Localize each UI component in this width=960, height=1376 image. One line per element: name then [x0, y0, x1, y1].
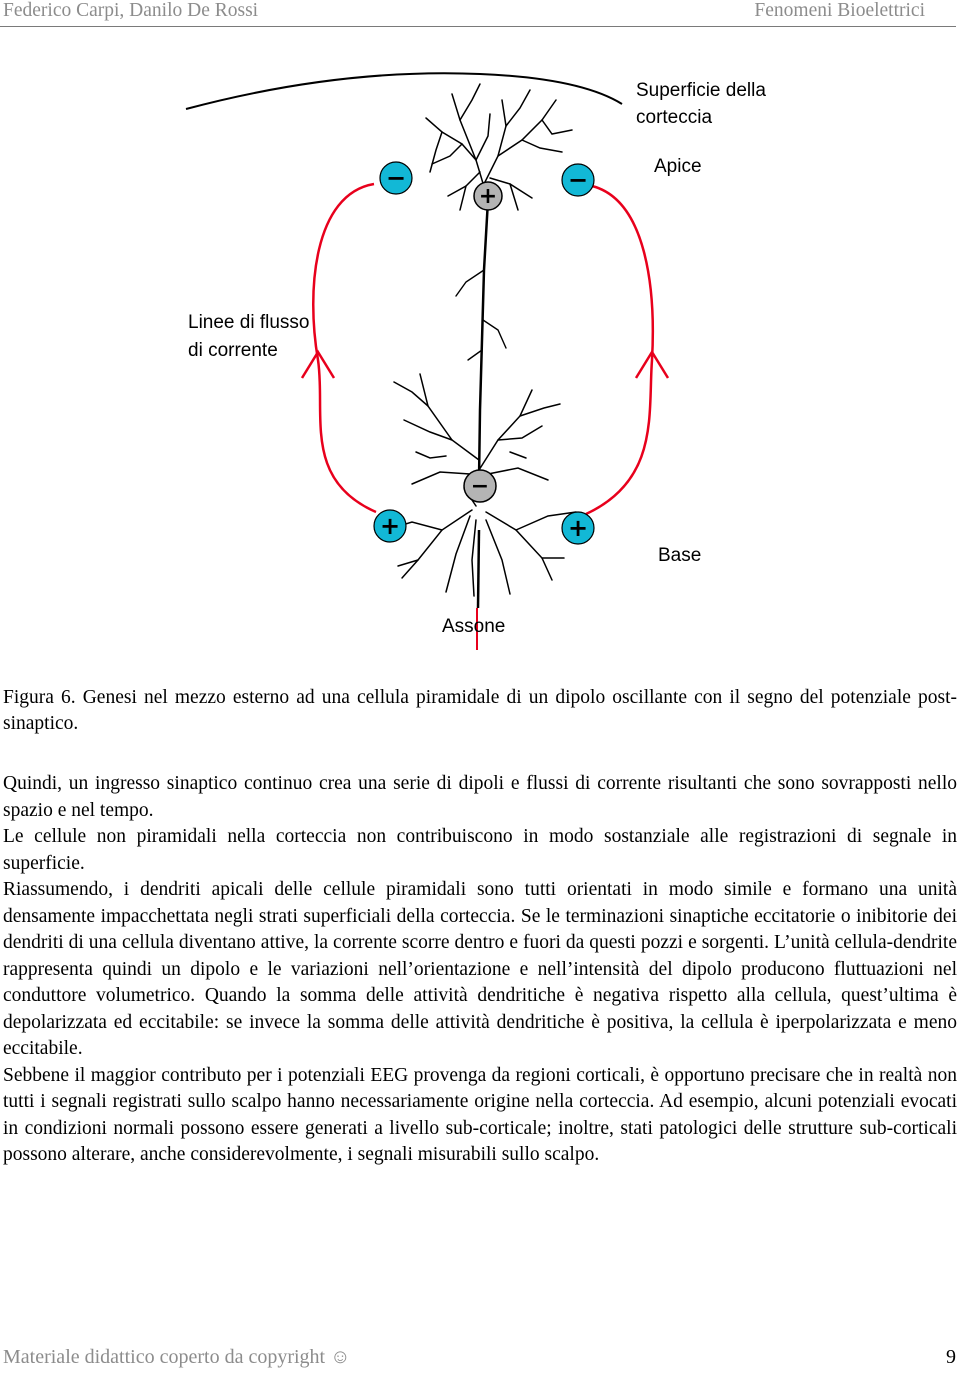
footer-copyright: Materiale didattico coperto da copyright ☺: [3, 1346, 351, 1368]
figure-caption: Figura 6. Genesi nel mezzo esterno ad una cellula piramidale di un dipolo oscillante con il segno del potenziale post-sinaptico.: [3, 686, 957, 734]
body-text: [3, 771, 957, 1169]
pyramidal-cell-figure: [180, 60, 780, 658]
label-cortex-surface-line1: Superficie della: [636, 80, 766, 101]
header-rule: [0, 26, 956, 27]
paragraph: Le cellule non piramidali nella corteccia non contribuiscono in modo sostanziale alle registrazioni di segnale in superficie.: [3, 826, 957, 874]
current-flow-line-left: [313, 184, 376, 512]
basal-dendrites-lower: [386, 488, 576, 596]
cortex-surface-line: [186, 73, 622, 109]
upper-left-minus-label: −: [385, 164, 407, 192]
paragraph: Riassumendo, i dendriti apicali delle cellule piramidali sono tutti orientati in modo simile e formano una unità densamente impacchettata negli strati superficiali della corteccia. Se le terminazioni sinaptiche eccitatorie o inibitorie dei dendriti di una cellula diventano attive, la corrente scorre dentro e fuori da questi pozzi e sorgenti. L’unità cellula-dendrite rappresenta quindi un dipolo e le variazioni nell’orientazione e nell’intensità del dipolo producono fluttuazioni nel conduttore volumetrico. Quando la somma delle attività dendritiche è negativa rispetto alla cellula, quest’ultima è depolarizzata ed eccitabile: se invece la somma delle attività dendritiche è positiva, la cellula è iperpolarizzata e meno eccitabile.: [3, 879, 957, 1059]
label-current-lines-line1: Linee di flusso: [188, 312, 310, 333]
lower-right-plus-label: +: [567, 514, 589, 542]
basal-dendrites-upper: [394, 374, 560, 484]
figure-diagram: [180, 60, 780, 658]
axon-line: [478, 530, 479, 608]
paragraph: Quindi, un ingresso sinaptico continuo crea una serie di dipoli e flussi di corrente risultanti che sono sovrapposti nello spazio e nel tempo.: [3, 773, 957, 821]
label-base: Base: [658, 545, 702, 566]
header-authors: Federico Carpi, Danilo De Rossi: [3, 0, 259, 21]
label-axon: Assone: [442, 616, 506, 637]
upper-right-minus-label: −: [567, 166, 589, 194]
label-apex: Apice: [654, 156, 702, 177]
apex-plus-label: +: [478, 184, 498, 209]
lower-left-plus-label: +: [379, 512, 401, 540]
soma-minus-label: −: [470, 474, 490, 499]
paragraph: Sebbene il maggior contributo per i potenziali EEG provenga da regioni corticali, è opportuno precisare che in realtà non tutti i segnali registrati sullo scalpo hanno necessariamente origine nella corteccia. Ad esempio, alcuni potenziali evocati in condizioni normali possono essere generati a livello sub-corticale; inoltre, stati patologici delle strutture sub-corticali possono alterare, anche considerevolmente, i segnali misurabili sullo scalpo.: [3, 1064, 957, 1165]
current-flow-line-right: [586, 186, 653, 514]
page-number: 9: [946, 1346, 956, 1368]
header-chapter-title: Fenomeni Bioelettrici: [754, 0, 925, 21]
apical-trunk: [479, 200, 488, 480]
label-current-lines-line2: di corrente: [188, 340, 278, 361]
label-cortex-surface-line2: corteccia: [636, 107, 713, 128]
page-header: [0, 0, 960, 30]
